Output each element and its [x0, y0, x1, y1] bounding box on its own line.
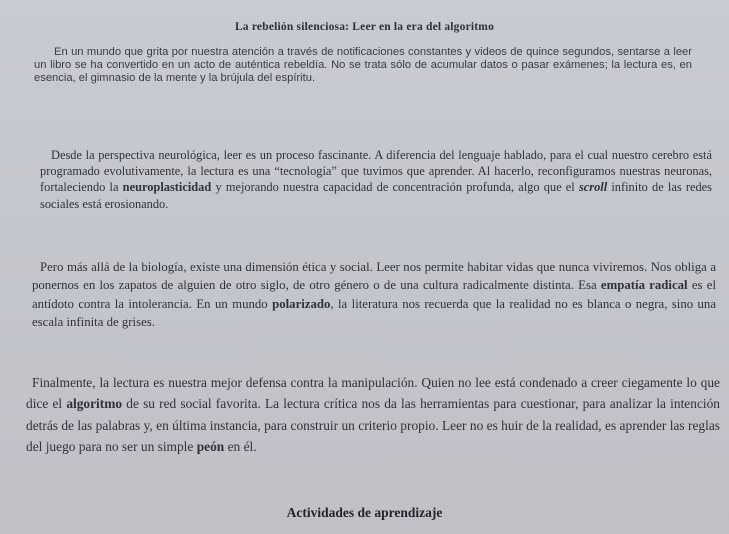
- emphasis-term: neuroplasticidad: [122, 180, 212, 195]
- paragraph-1: [34, 46, 692, 86]
- paragraph-text: de su red social favorita. La lectura crítica nos da las herramientas para cuestionar, para analizar la intención detrás de las palabras y, en última instancia, para construir un criterio propio. Leer no es huir de la realidad, es aprender las reglas del juego para no ser un simple: [26, 396, 720, 455]
- emphasis-term: empatía radical: [600, 278, 688, 293]
- paragraph-4: [26, 372, 720, 458]
- paragraph-text: Desde la perspectiva neurológica, leer es un proceso fascinante. A diferencia del lenguaje hablado, para el cual nuestro cerebro está programado evolutivamente, la lectura es una “tecnología” que tuvimos que aprender. Al hacerlo, reconfiguramos nuestras neuronas, fortaleciendo la: [40, 148, 712, 195]
- paragraph-text: en él.: [224, 439, 257, 455]
- paragraph-text: , la literatura nos recuerda que la realidad no es blanca o negra, sino una escala infinita de grises.: [32, 296, 716, 329]
- section-heading: Actividades de aprendizaje: [286, 505, 443, 520]
- paragraph-text: y mejorando nuestra capacidad de concentración profunda, algo que el: [211, 180, 579, 195]
- emphasis-term: algoritmo: [66, 396, 123, 412]
- paragraph-text: es el antídoto contra la intolerancia. En un mundo: [32, 278, 716, 311]
- paragraph-3: [32, 258, 716, 331]
- paragraph-text: Pero más allá de la biología, existe una dimensión ética y social. Leer nos permite habitar vidas que nunca viviremos. Nos obliga a ponernos en los zapatos de alguien de otro siglo, de otro género o de una cultura radicalmente distinta. Esa: [32, 260, 716, 293]
- paragraph-text: En un mundo que grita por nuestra atención a través de notificaciones constantes y videos de quince segundos, sentarse a leer un libro se ha convertido en un acto de auténtica rebeldía. No se trata sólo de acumular datos o pasar exámenes; la lectura es, en esencia, el gimnasio de la mente y la brújula del espíritu.: [34, 46, 692, 85]
- document-title: La rebelión silenciosa: Leer en la era del algoritmo: [234, 21, 495, 33]
- emphasis-term: peón: [196, 439, 225, 455]
- paragraph-text: infinito de las redes sociales está erosionando.: [40, 180, 712, 211]
- paragraph-text: Finalmente, la lectura es nuestra mejor defensa contra la manipulación. Quien no lee está condenado a creer ciegamente lo que dice el: [26, 375, 720, 412]
- emphasis-term: scroll: [578, 180, 608, 195]
- paragraph-2: [40, 147, 712, 212]
- emphasis-term: polarizado: [272, 296, 331, 311]
